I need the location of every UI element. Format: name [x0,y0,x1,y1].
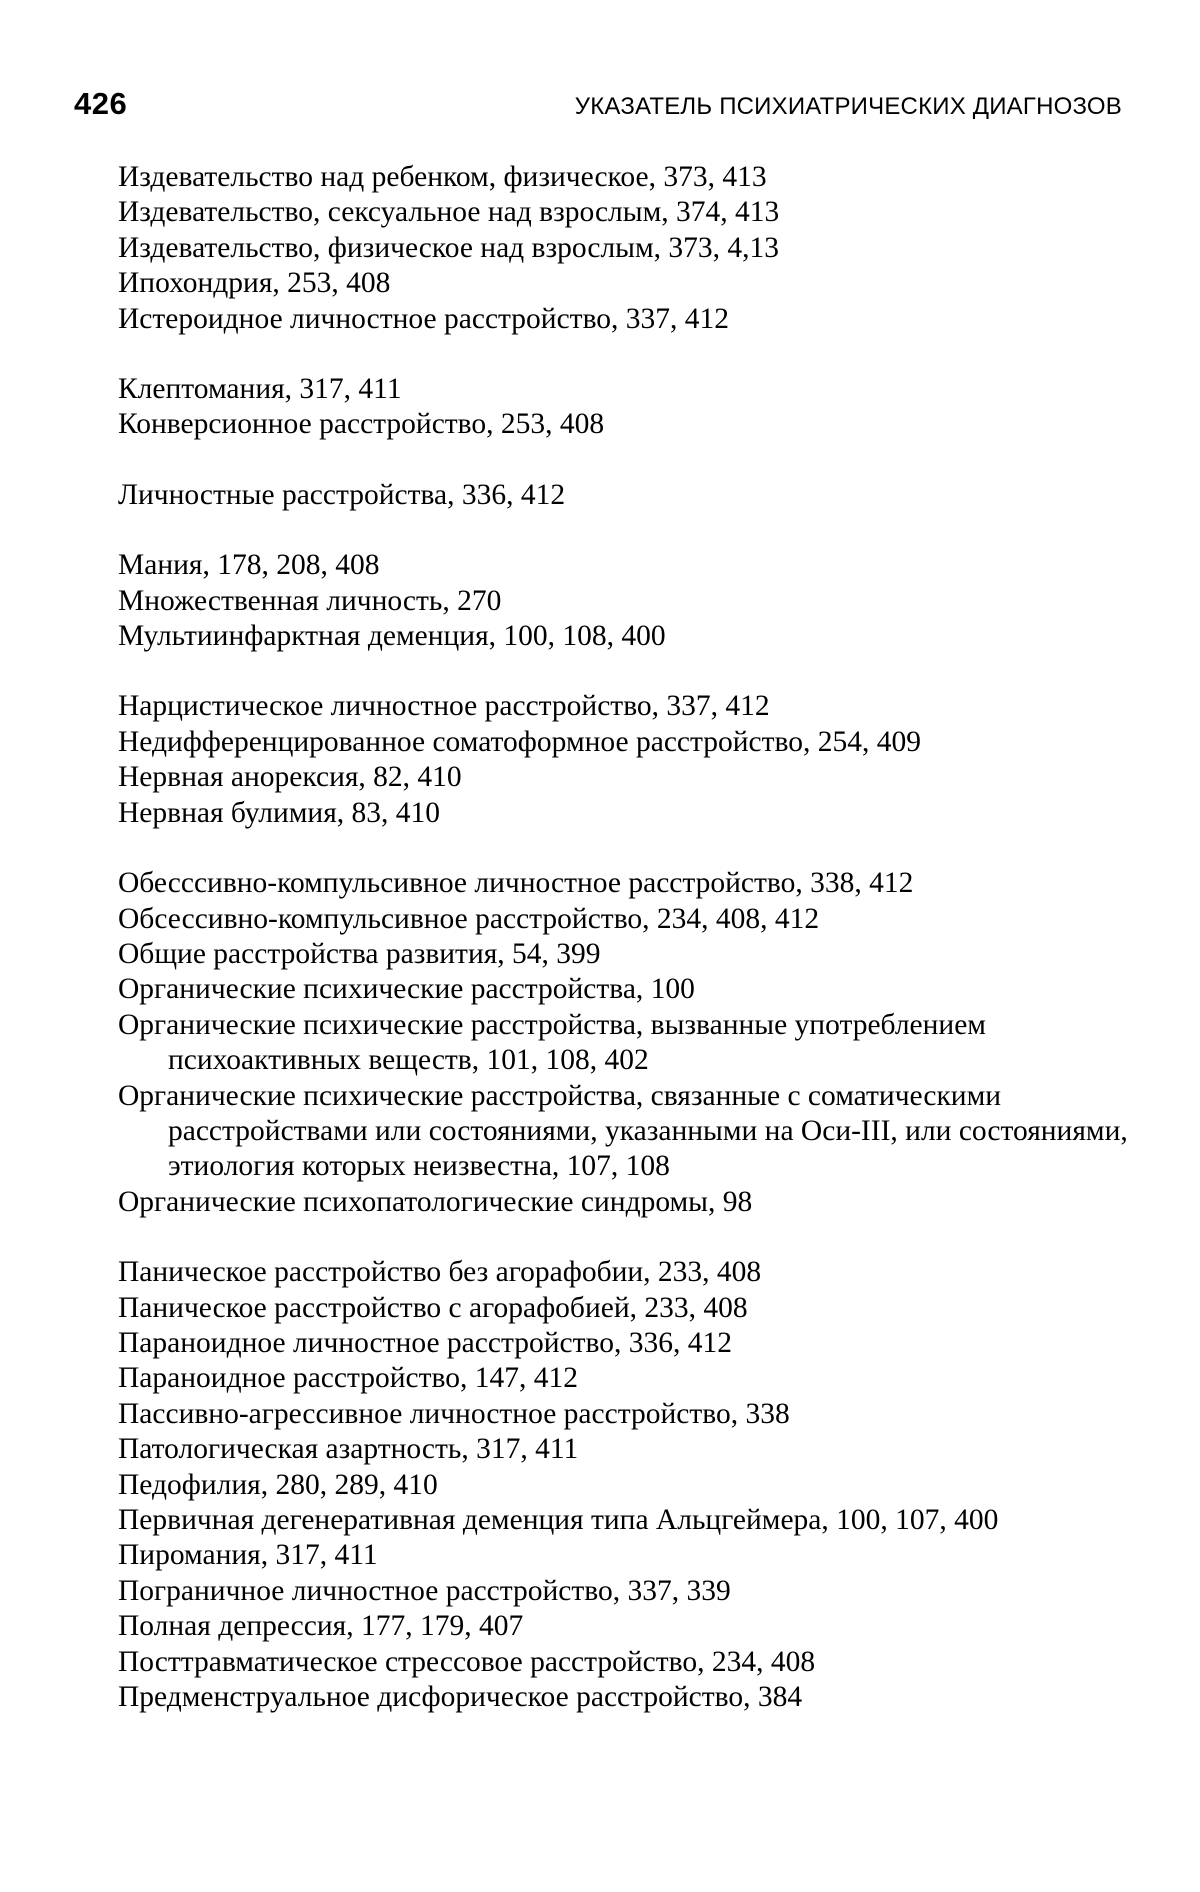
index-entry: Недифференцированное соматоформное расстройство, 254, 409 [118,725,922,758]
running-title: УКАЗАТЕЛЬ ПСИХИАТРИЧЕСКИХ ДИАГНОЗОВ [574,93,1122,120]
index-entry: Паническое расстройство с агорафобией, 233, 408 [118,1291,748,1324]
index-entry: Пиромания, 317, 411 [118,1539,378,1572]
index-entry: Издевательство, физическое над взрослым, 373, 4,13 [118,231,780,264]
index-entry: Органические психические расстройства, связанные с соматическими расстройствами или состояниями, указанными на Оси-III, или состояниями, этиология которых неизвестна, 107, 108 [118,1079,1128,1183]
index-entry: Паническое расстройство без агорафобии, 233, 408 [118,1256,762,1289]
index-entry: Патологическая азартность, 317, 411 [118,1433,579,1466]
index-group-o [118,866,1128,1220]
index-entry: Педофилия, 280, 289, 410 [118,1468,438,1501]
index-group-i [118,160,1128,337]
index-entry: Параноидное личностное расстройство, 336, 412 [118,1326,732,1359]
index-entry: Полная депрессия, 177, 179, 407 [118,1610,524,1643]
index-entry: Пассивно-агрессивное личностное расстройство, 338 [118,1397,790,1430]
index-entry: Предменструальное дисфорическое расстройство, 384 [118,1681,803,1714]
index-entry: Нарцистическое личностное расстройство, 337, 412 [118,690,770,723]
index-entry: Издевательство над ребенком, физическое, 373, 413 [118,161,767,193]
index-entry: Органические психические расстройства, вызванные употреблением психоактивных веществ, 101, 108, 402 [118,1008,986,1077]
running-head [74,86,1122,126]
index-entry: Ипохондрия, 253, 408 [118,267,391,300]
index-entry: Мультиинфарктная деменция, 100, 108, 400 [118,620,666,653]
page-number: 426 [74,86,128,121]
index-entry: Органические психопатологические синдромы, 98 [118,1185,753,1218]
index-entry: Посттравматическое стрессовое расстройство, 234, 408 [118,1645,816,1678]
index-entry: Мания, 178, 208, 408 [118,549,380,582]
index-entry: Обсессивно-компульсивное расстройство, 234, 408, 412 [118,902,820,935]
index-entry: Обесссивно-компульсивное личностное расстройство, 338, 412 [118,867,914,900]
index-entry: Органические психические расстройства, 100 [118,973,695,1006]
index-group-k [118,372,1128,443]
index-entry: Личностные расстройства, 336, 412 [118,478,566,511]
index-group-n [118,689,1128,831]
index-entry: Нервная булимия, 83, 410 [118,796,441,829]
index-entry: Нервная анорексия, 82, 410 [118,761,462,794]
index-entry: Пограничное личностное расстройство, 337, 339 [118,1574,731,1607]
index-entry: Клептомания, 317, 411 [118,373,402,406]
index-group-p [118,1255,1128,1715]
index-entry: Параноидное расстройство, 147, 412 [118,1362,578,1395]
index-entries [118,160,1128,1750]
index-entry: Истероидное личностное расстройство, 337, 412 [118,302,730,335]
index-group-m [118,548,1128,654]
index-entry: Множественная личность, 270 [118,584,502,617]
index-group-l [118,478,1128,513]
index-entry: Первичная дегенеративная деменция типа Альцгеймера, 100, 107, 400 [118,1504,999,1536]
index-entry: Конверсионное расстройство, 253, 408 [118,408,605,441]
index-entry: Издевательство, сексуальное над взрослым, 374, 413 [118,196,780,229]
index-entry: Общие расстройства развития, 54, 399 [118,937,601,970]
